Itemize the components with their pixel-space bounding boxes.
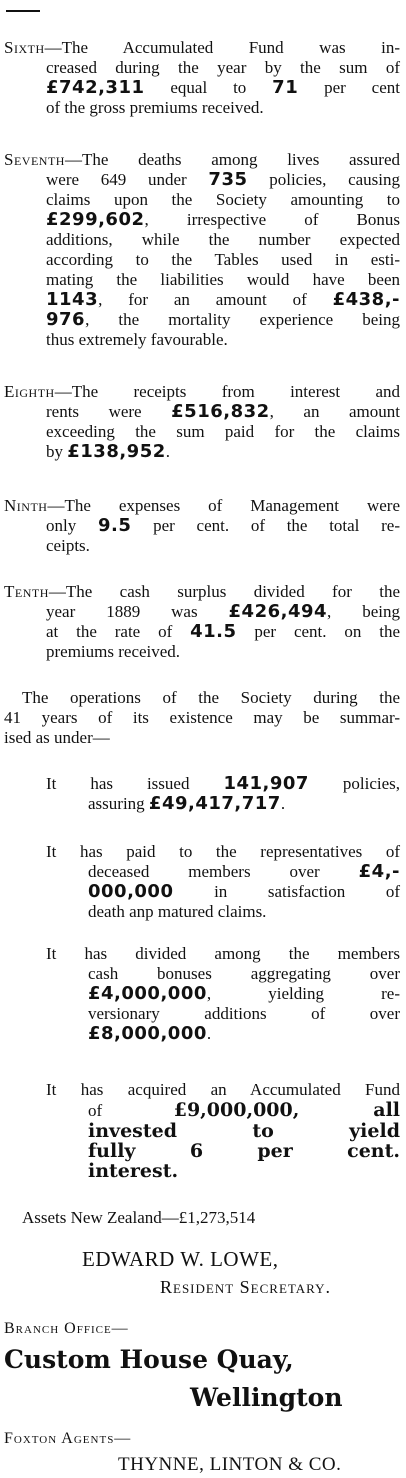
secretary-title: Resident Secretary. — [160, 1277, 332, 1297]
total-assured: £49,417,717 — [148, 793, 281, 814]
clause-lead: Eighth — [4, 382, 55, 401]
cash-surplus: £426,494 — [228, 601, 328, 622]
top-rule — [6, 10, 40, 12]
expected-deaths: 1143 — [46, 289, 99, 310]
accumulated-increase: £742,311 — [46, 77, 145, 98]
assets-line: Assets New Zealand—£1,273,514 — [22, 1208, 256, 1227]
surplus-percent: 41.5 — [190, 621, 237, 642]
agents-label: Foxton Agents— — [4, 1430, 132, 1447]
interest-receipts: £516,832 — [171, 401, 270, 422]
clause-lead: Seventh — [4, 150, 65, 169]
item-divided: It has divided among the members cash bonuses aggregating over £4,000,000, yielding re- versionary additions of over £8,000,000. — [46, 944, 400, 1044]
clause-lead: Ninth — [4, 496, 48, 515]
expected-amount: £438,- — [332, 289, 400, 310]
agents-name: THYNNE, LINTON & CO. — [118, 1454, 342, 1475]
clause-eighth: Eighth—The receipts from interest and rents were £516,832, an amount exceeding the sum paid for the claims by £138,952. — [4, 382, 400, 462]
clause-tenth: Tenth—The cash surplus divided for the year 1889 was £426,494, being at the rate of 41.5 per cent. on the premiums received. — [4, 582, 400, 661]
claims-paid: £138,952 — [67, 441, 166, 462]
clause-lead: Sixth — [4, 38, 45, 57]
claims-amount: £299,602 — [46, 209, 145, 230]
item-paid: It has paid to the representatives of deceased members over £4,- 000,000 in satisfaction of death anp matured claims. — [46, 842, 401, 921]
reversionary-additions: £8,000,000 — [88, 1023, 207, 1044]
total-policies: 141,907 — [223, 773, 309, 794]
branch-address-line1: Custom House Quay, — [4, 1345, 294, 1374]
branch-office-label: Branch Office— — [4, 1320, 129, 1337]
increase-percent: 71 — [272, 77, 299, 98]
accumulated-fund: £9,000,000, all — [173, 1099, 401, 1121]
clause-ninth: Ninth—The expenses of Management were only 9.5 per cent. of the total re- ceipts. — [4, 496, 401, 555]
expenses-percent: 9.5 — [97, 515, 132, 536]
secretary-name: EDWARD W. LOWE, — [82, 1247, 279, 1271]
item-acquired: It has acquired an Accumulated Fund of £9,000,000, all invested to yield fully 6 per cent. interest. — [46, 1080, 401, 1182]
item-issued: It has issued 141,907 policies, assuring £49,417,717. — [46, 773, 401, 814]
clause-lead: Tenth — [4, 582, 49, 601]
total-paid: £4,- — [358, 861, 400, 882]
branch-address-line2: Wellington — [190, 1383, 343, 1412]
policies-count: 735 — [208, 169, 248, 190]
summary-paragraph: The operations of the Society during the 41 years of its existence may be summar- ised as under— — [4, 688, 400, 747]
clause-seventh: Seventh—The deaths among lives assured were 649 under 735 policies, causing claims upon the Society amounting to £299,602, irrespective of Bonus additions, while the number expected according to the Tables used in esti- mating the liabilities would have been 1143, for an amount of £438,- 976, the mortality experience being thus extremely favourable. — [4, 150, 401, 349]
clause-sixth: Sixth—The Accumulated Fund was in- creased during the year by the sum of £742,311 equal to 71 per cent of the gross premiums received. — [4, 38, 400, 117]
cash-bonuses: £4,000,000 — [88, 983, 207, 1004]
